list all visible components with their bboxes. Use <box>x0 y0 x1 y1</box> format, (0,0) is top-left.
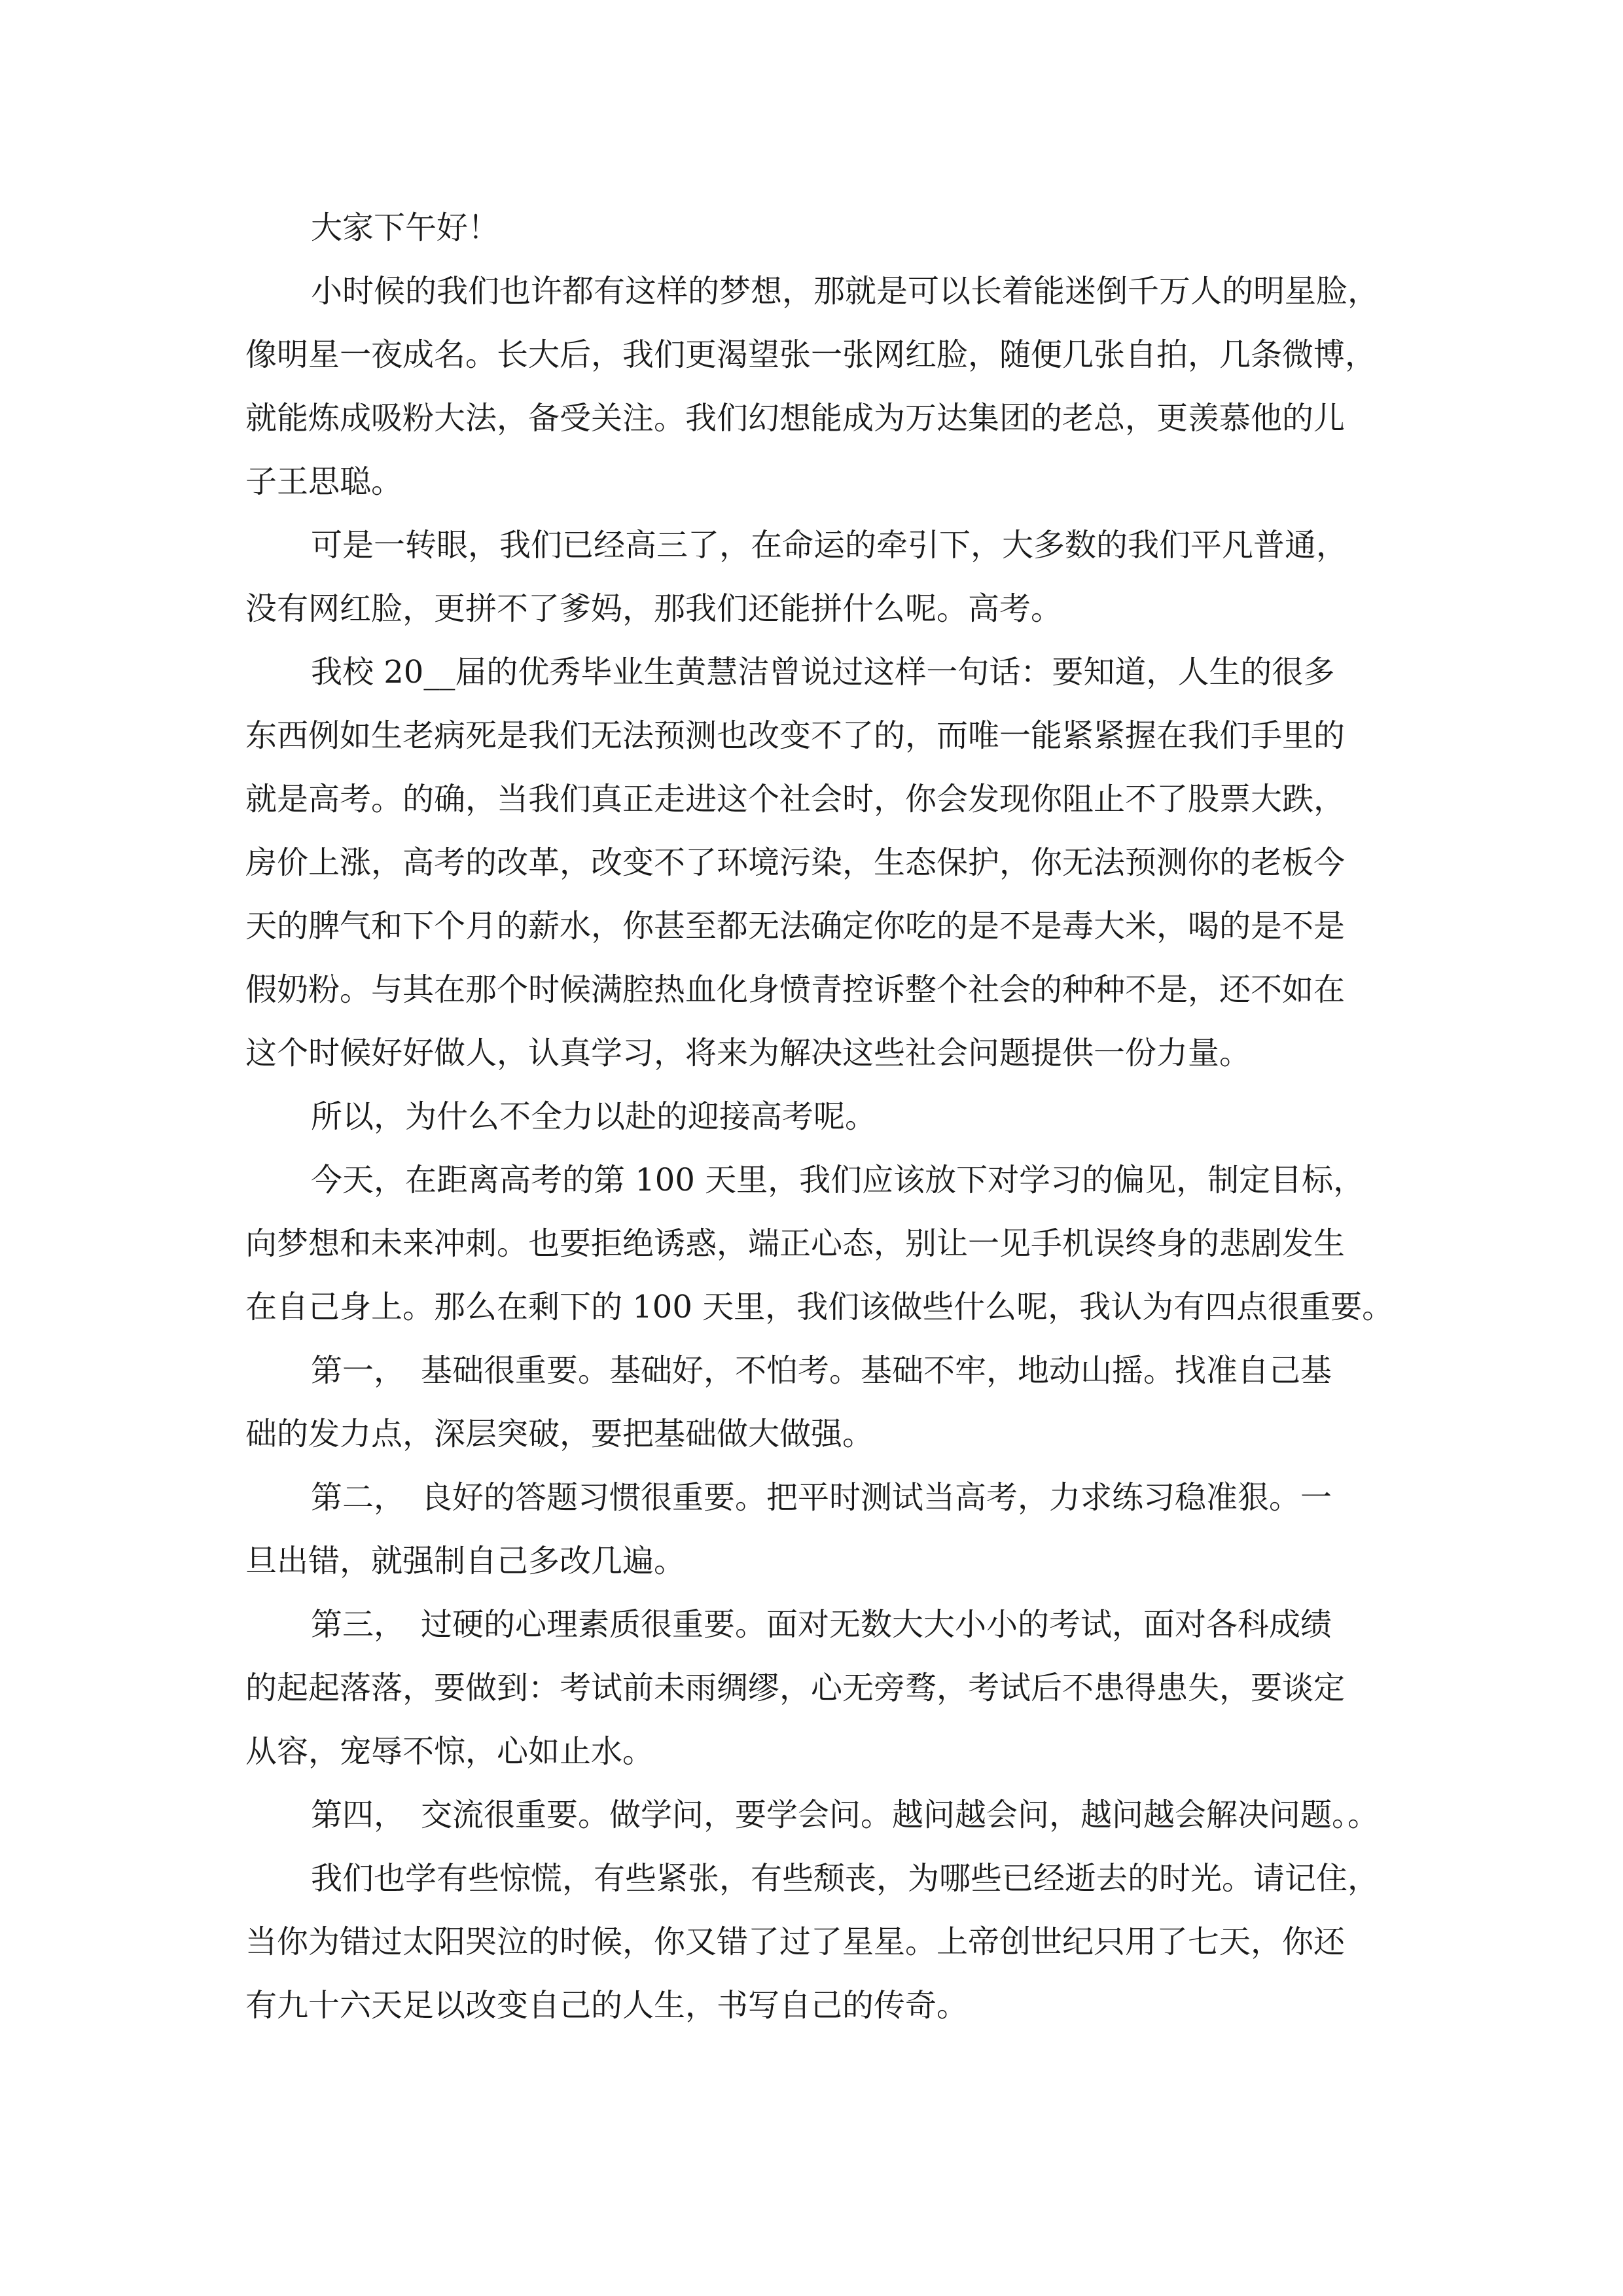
text-line: 今天，在距离高考的第 100 天里，我们应该放下对学习的偏见，制定目标， <box>311 1162 1365 1198</box>
text-line: 天的脾气和下个月的薪水，你甚至都无法确定你吃的是不是毒大米，喝的是不是 <box>245 908 1346 944</box>
text-line: 第四， 交流很重要。做学问，要学会问。越问越会问，越问越会解决问题。。 <box>311 1797 1380 1833</box>
text-line: 大家下午好！ <box>311 209 500 246</box>
text-line: 我校 20__届的优秀毕业生黄慧洁曾说过这样一句话：要知道，人生的很多 <box>311 654 1335 691</box>
text-line: 没有网红脸，更拼不了爹妈，那我们还能拼什么呢。高考。 <box>245 590 1063 627</box>
text-line: 子王思聪。 <box>245 463 403 500</box>
text-line: 在自己身上。那么在剩下的 100 天里，我们该做些什么呢，我认为有四点很重要。 <box>245 1289 1394 1325</box>
text-line: 东西例如生老病死是我们无法预测也改变不了的，而唯一能紧紧握在我们手里的 <box>245 717 1346 754</box>
text-line: 向梦想和未来冲刺。也要拒绝诱惑，端正心态，别让一见手机误终身的悲剧发生 <box>245 1225 1346 1262</box>
text-line: 就是高考。的确，当我们真正走进这个社会时，你会发现你阻止不了股票大跌， <box>245 781 1346 817</box>
text-line: 可是一转眼，我们已经高三了，在命运的牵引下，大多数的我们平凡普通， <box>311 527 1348 564</box>
text-line: 旦出错，就强制自己多改几遍。 <box>245 1543 686 1579</box>
text-line: 第二， 良好的答题习惯很重要。把平时测试当高考，力求练习稳准狠。一 <box>311 1479 1332 1516</box>
text-line: 有九十六天足以改变自己的人生，书写自己的传奇。 <box>245 1987 969 2024</box>
text-line: 所以，为什么不全力以赴的迎接高考呢。 <box>311 1098 877 1135</box>
text-line: 当你为错过太阳哭泣的时候，你又错了过了星星。上帝创世纪只用了七天，你还 <box>245 1924 1346 1960</box>
text-line: 假奶粉。与其在那个时候满腔热血化身愤青控诉整个社会的种种不是，还不如在 <box>245 971 1346 1008</box>
document-body <box>245 196 1397 2037</box>
text-line: 础的发力点，深层突破，要把基础做大做强。 <box>245 1416 874 1452</box>
text-line: 房价上涨，高考的改革，改变不了环境污染，生态保护，你无法预测你的老板今 <box>245 844 1346 881</box>
text-line: 从容，宠辱不惊，心如止水。 <box>245 1733 654 1770</box>
text-line: 的起起落落，要做到：考试前未雨绸缪，心无旁骛，考试后不患得患失，要谈定 <box>245 1670 1346 1706</box>
text-line: 小时候的我们也许都有这样的梦想，那就是可以长着能迷倒千万人的明星脸， <box>311 273 1380 310</box>
text-line: 就能炼成吸粉大法，备受关注。我们幻想能成为万达集团的老总，更羡慕他的儿 <box>245 400 1346 437</box>
text-line: 像明星一夜成名。长大后，我们更渴望张一张网红脸，随便几张自拍，几条微博， <box>245 336 1377 373</box>
text-line: 第一， 基础很重要。基础好，不怕考。基础不牢，地动山摇。找准自己基 <box>311 1352 1332 1389</box>
text-line: 我们也学有些惊慌，有些紧张，有些颓丧，为哪些已经逝去的时光。请记住， <box>311 1860 1380 1897</box>
text-line: 第三， 过硬的心理素质很重要。面对无数大大小小的考试，面对各科成绩 <box>311 1606 1332 1643</box>
text-line: 这个时候好好做人，认真学习，将来为解决这些社会问题提供一份力量。 <box>245 1035 1251 1071</box>
